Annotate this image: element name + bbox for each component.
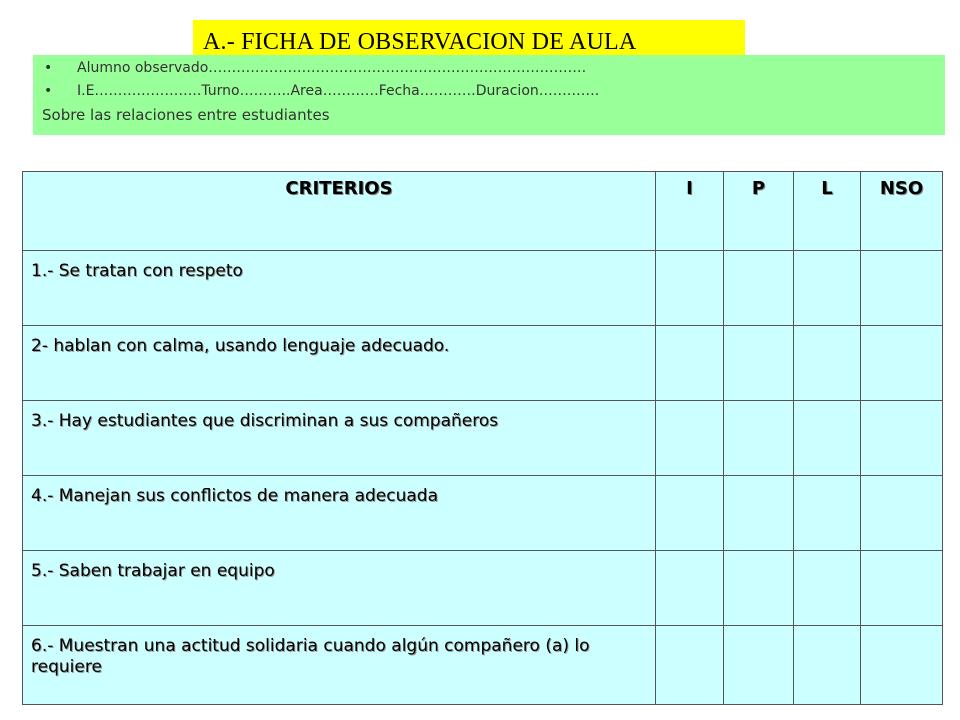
check-cell-p[interactable]: [724, 626, 794, 705]
check-cell-l[interactable]: [794, 476, 861, 551]
bullet-icon: •: [44, 60, 53, 76]
check-cell-p[interactable]: [724, 401, 794, 476]
check-cell-nso[interactable]: [861, 326, 943, 401]
table-row: [23, 401, 943, 476]
institution-details-line: I.E…………………..Turno………..Area…………Fecha…………Duracion………….: [77, 83, 600, 99]
criterion-cell: 3.- Hay estudiantes que discriminan a sus compañeros: [23, 401, 656, 476]
check-cell-p[interactable]: [724, 251, 794, 326]
check-cell-l[interactable]: [794, 326, 861, 401]
check-cell-nso[interactable]: [861, 401, 943, 476]
page-title: A.- FICHA DE OBSERVACION DE AULA: [203, 29, 637, 55]
criterion-cell: 1.- Se tratan con respeto: [23, 251, 656, 326]
header-i: I: [656, 172, 724, 251]
check-cell-p[interactable]: [724, 476, 794, 551]
check-cell-nso[interactable]: [861, 626, 943, 705]
table-row: [23, 251, 943, 326]
observation-table: [22, 171, 943, 705]
table-row: [23, 551, 943, 626]
student-observed-line: Alumno observado………………………………………………………………………: [77, 60, 587, 76]
check-cell-l[interactable]: [794, 251, 861, 326]
check-cell-l[interactable]: [794, 551, 861, 626]
check-cell-i[interactable]: [656, 476, 724, 551]
info-panel: [33, 55, 945, 135]
check-cell-i[interactable]: [656, 401, 724, 476]
check-cell-i[interactable]: [656, 326, 724, 401]
check-cell-i[interactable]: [656, 551, 724, 626]
criterion-cell: 4.- Manejan sus conflictos de manera adecuada: [23, 476, 656, 551]
table-header-row: [23, 172, 943, 251]
criterion-cell: 2- hablan con calma, usando lenguaje adecuado.: [23, 326, 656, 401]
criterion-cell: 6.- Muestran una actitud solidaria cuando algún compañero (a) lo requiere: [23, 626, 656, 705]
header-criterios: CRITERIOS: [23, 172, 656, 251]
table-row: [23, 326, 943, 401]
check-cell-i[interactable]: [656, 626, 724, 705]
check-cell-nso[interactable]: [861, 251, 943, 326]
section-subtitle: Sobre las relaciones entre estudiantes: [42, 106, 330, 124]
check-cell-nso[interactable]: [861, 551, 943, 626]
check-cell-i[interactable]: [656, 251, 724, 326]
criterion-cell: 5.- Saben trabajar en equipo: [23, 551, 656, 626]
header-p: P: [724, 172, 794, 251]
check-cell-l[interactable]: [794, 626, 861, 705]
bullet-icon: •: [44, 83, 53, 99]
check-cell-l[interactable]: [794, 401, 861, 476]
title-banner: [193, 20, 745, 56]
check-cell-p[interactable]: [724, 326, 794, 401]
table-row: [23, 626, 943, 705]
header-l: L: [794, 172, 861, 251]
header-nso: NSO: [861, 172, 943, 251]
table-row: [23, 476, 943, 551]
check-cell-nso[interactable]: [861, 476, 943, 551]
check-cell-p[interactable]: [724, 551, 794, 626]
